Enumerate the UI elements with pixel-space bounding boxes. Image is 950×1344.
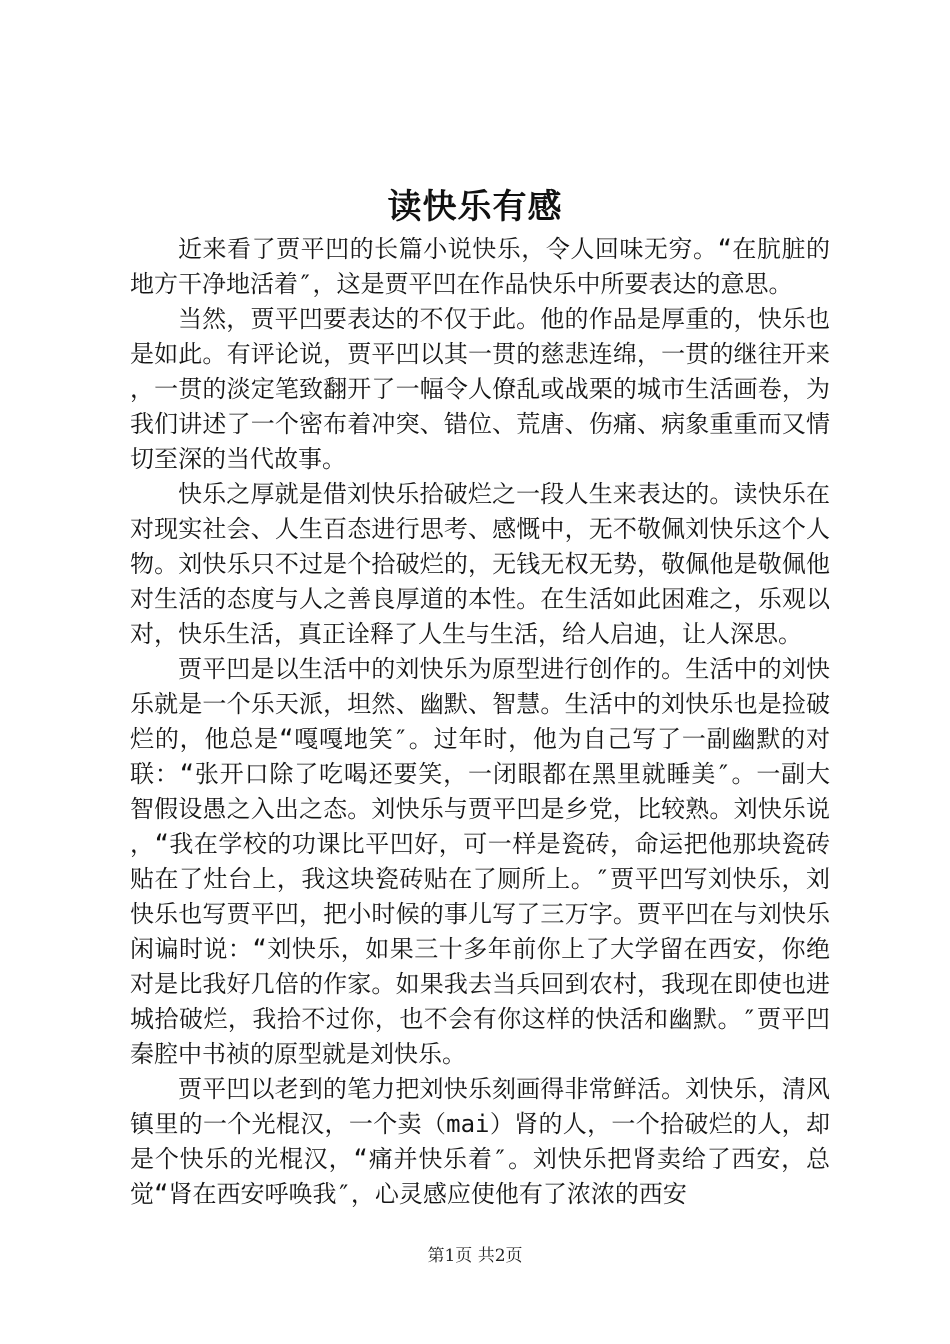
paragraph: 近来看了贾平凹的长篇小说快乐，令人回味无穷。“在肮脏的地方干净地活着″，这是贾平凹在作品快乐中所要表达的意思。 — [130, 235, 830, 298]
page-number-footer: 第1页 共2页 — [427, 1246, 523, 1266]
document-title: 读快乐有感 — [387, 187, 563, 227]
paragraph: 当然，贾平凹要表达的不仅于此。他的作品是厚重的，快乐也是如此。有评论说，贾平凹以其一贯的慈悲连绵，一贯的继往开来，一贯的淡定笔致翻开了一幅令人僚乱或战栗的城市生活画卷，为我们讲述了一个密布着冲突、错位、荒唐、伤痛、病象重重而又情切至深的当代故事。 — [130, 305, 830, 473]
paragraph: 贾平凹是以生活中的刘快乐为原型进行创作的。生活中的刘快乐就是一个乐天派，坦然、幽默、智慧。生活中的刘快乐也是捡破烂的，他总是“嘎嘎地笑″。过年时，他为自己写了一副幽默的对联：“张开口除了吃喝还要笑，一闭眼都在黑里就睡美″。一副大智假设愚之入出之态。刘快乐与贾平凹是乡党，比较熟。刘快乐说，“我在学校的功课比平凹好，可一样是瓷砖，命运把他那块瓷砖贴在了灶台上，我这块瓷砖贴在了厕所上。″贾平凹写刘快乐，刘快乐也写贾平凹，把小时候的事儿写了三万字。贾平凹在与刘快乐闲谝时说：“刘快乐，如果三十多年前你上了大学留在西安，你绝对是比我好几倍的作家。如果我去当兵回到农村，我现在即使也进城拾破烂，我拾不过你，也不会有你这样的快活和幽默。″贾平凹秦腔中书祯的原型就是刘快乐。 — [130, 655, 830, 1068]
document-body — [130, 232, 830, 1212]
paragraph: 快乐之厚就是借刘快乐拾破烂之一段人生来表达的。读快乐在对现实社会、人生百态进行思考、感慨中，无不敬佩刘快乐这个人物。刘快乐只不过是个拾破烂的，无钱无权无势，敬佩他是敬佩他对生活的态度与人之善良厚道的本性。在生活如此困难之，乐观以对，快乐生活，真正诠释了人生与生活，给人启迪，让人深思。 — [130, 480, 830, 648]
paragraph: 贾平凹以老到的笔力把刘快乐刻画得非常鲜活。刘快乐，清风镇里的一个光棍汉，一个卖（mai）肾的人，一个拾破烂的人，却是个快乐的光棍汉，“痛并快乐着″。刘快乐把肾卖给了西安，总觉“肾在西安呼唤我″，心灵感应使他有了浓浓的西安 — [130, 1075, 830, 1208]
